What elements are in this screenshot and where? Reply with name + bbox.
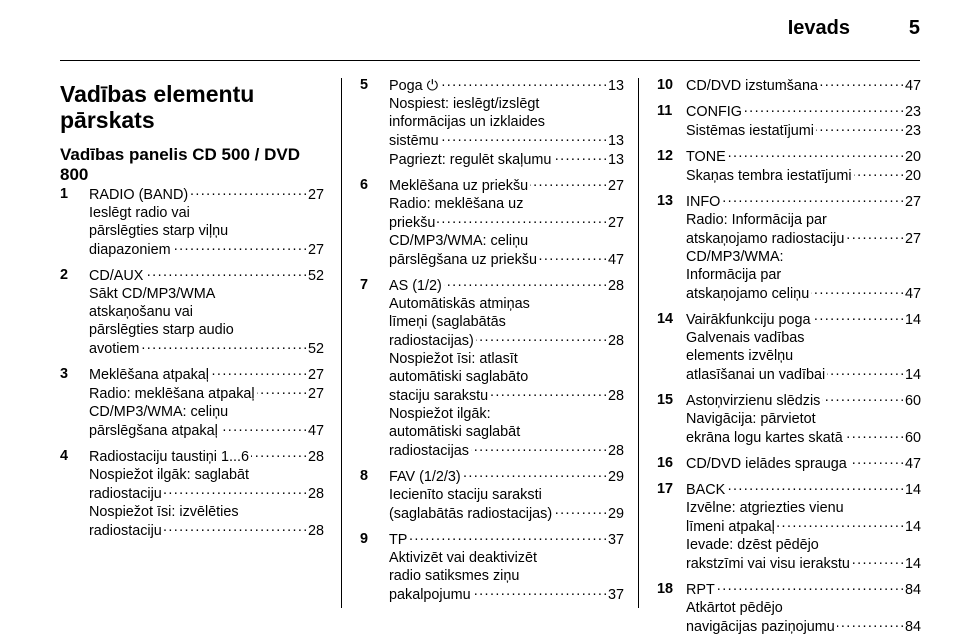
entry-text: pārslēgšana uz priekšu	[389, 252, 537, 268]
entry-text: Nospiežot ilgāk: saglabāt	[89, 467, 249, 483]
dot-leader	[444, 276, 606, 290]
entry-text: AS (1/2)	[389, 278, 442, 294]
dot-leader	[849, 454, 903, 468]
entry-text: priekšu	[389, 215, 436, 231]
page-reference[interactable]: 47	[607, 252, 624, 268]
page-reference[interactable]: 28	[607, 443, 624, 459]
dot-leader	[852, 554, 903, 568]
entry-line	[686, 454, 921, 473]
entry-text: automātiski saglabāto	[389, 369, 529, 385]
dot-leader	[777, 517, 903, 531]
entry-text: atlasīšanai un vadībai	[686, 367, 826, 383]
entry-text: Nospiežot ilgāk:	[389, 406, 491, 422]
dot-leader	[820, 76, 903, 90]
page-reference[interactable]: 27	[607, 178, 624, 194]
entry-line	[686, 391, 921, 410]
dot-leader	[251, 447, 306, 461]
entry-text: Vairākfunkciju poga	[686, 312, 811, 328]
dot-leader	[173, 240, 306, 254]
entry-text: Skaņas tembra iestatījumi	[686, 168, 852, 184]
dot-leader	[190, 185, 306, 199]
page-header	[0, 0, 960, 60]
entry-line	[686, 554, 921, 573]
index-entry	[360, 530, 624, 604]
entry-line	[89, 204, 324, 222]
entry-text: CONFIG	[686, 104, 742, 120]
entry-text: Sistēmas iestatījumi	[686, 123, 814, 139]
entry-line	[389, 232, 624, 250]
entry-line	[389, 504, 624, 523]
entry-lines	[686, 580, 921, 636]
entry-text: Informācija par	[686, 267, 782, 283]
entry-text: radiostacijas	[389, 443, 469, 459]
entry-line	[686, 310, 921, 329]
entry-line	[686, 499, 921, 517]
dot-leader	[220, 421, 306, 435]
entry-line	[89, 421, 324, 440]
dot-leader	[744, 102, 903, 116]
entry-line	[389, 467, 624, 486]
entry-text: RADIO (BAND)	[89, 187, 189, 203]
index-entry	[657, 147, 921, 185]
entry-line	[89, 484, 324, 503]
entry-line	[389, 313, 624, 331]
dot-leader	[530, 176, 606, 190]
page-reference[interactable]: 29	[607, 506, 624, 522]
entry-number: 9	[360, 531, 369, 547]
page-reference[interactable]: 14	[904, 312, 921, 328]
dot-leader	[145, 266, 306, 280]
entry-line	[389, 423, 624, 441]
entry-line	[686, 599, 921, 617]
entry-line	[89, 285, 324, 303]
dot-leader	[141, 339, 306, 353]
dot-leader	[728, 147, 903, 161]
entry-number: 5	[360, 77, 369, 93]
index-entry	[657, 454, 921, 473]
entry-text: Meklēšana uz priekšu	[389, 178, 529, 194]
entry-number: 3	[60, 366, 69, 382]
dot-leader	[837, 617, 903, 631]
entry-line	[389, 585, 624, 604]
entry-text: Nospiežot īsi: atlasīt	[389, 351, 518, 367]
entry-line	[686, 617, 921, 636]
entry-text: pārslēgšana atpakaļ	[89, 423, 218, 439]
entry-text: diapazoniem	[89, 242, 171, 258]
page-reference[interactable]: 27	[307, 367, 324, 383]
entry-lines	[686, 454, 921, 473]
dot-leader	[846, 229, 903, 243]
dot-leader	[722, 192, 903, 206]
entry-line	[389, 567, 624, 585]
page-reference[interactable]: 27	[904, 231, 921, 247]
entry-line	[89, 403, 324, 421]
index-entry	[657, 76, 921, 95]
page-reference[interactable]: 28	[607, 278, 624, 294]
dot-leader	[441, 131, 606, 145]
dot-leader	[811, 284, 903, 298]
dot-leader	[539, 250, 606, 264]
entry-lines	[389, 276, 624, 460]
entry-line	[389, 486, 624, 504]
entry-lines	[686, 391, 921, 447]
index-entry	[360, 176, 624, 269]
entry-text: Izvēlne: atgriezties vienu	[686, 500, 844, 516]
page-reference[interactable]: 28	[307, 523, 324, 539]
entry-lines	[686, 480, 921, 573]
entry-line	[389, 441, 624, 460]
entry-text: līmeni atpakaļ	[686, 519, 775, 535]
entry-line	[389, 213, 624, 232]
entry-line	[89, 384, 324, 403]
page-reference[interactable]: 47	[904, 78, 921, 94]
dot-leader	[854, 166, 903, 180]
entry-lines	[389, 530, 624, 604]
page-reference[interactable]: 29	[607, 469, 624, 485]
entry-number: 14	[657, 311, 674, 327]
entry-text: BACK	[686, 482, 726, 498]
entry-line	[686, 347, 921, 365]
entry-text: pakalpojumu	[389, 587, 471, 603]
entry-line	[389, 113, 624, 131]
entry-text: Iecienīto staciju saraksti	[389, 487, 542, 503]
dot-leader	[813, 310, 903, 324]
dot-leader	[845, 428, 903, 442]
entry-number: 1	[60, 186, 69, 202]
dot-leader	[727, 480, 903, 494]
entry-text: navigācijas paziņojumu	[686, 619, 835, 635]
entry-number: 18	[657, 581, 674, 597]
page-reference[interactable]: 13	[607, 133, 624, 149]
entry-text: TP	[389, 532, 408, 548]
entry-number: 6	[360, 177, 369, 193]
dot-leader	[717, 580, 903, 594]
entry-number: 8	[360, 468, 369, 484]
entry-text: Galvenais vadības	[686, 330, 805, 346]
dot-leader	[164, 484, 306, 498]
index-entry	[657, 192, 921, 303]
page-reference[interactable]: 28	[607, 333, 624, 349]
entry-number: 7	[360, 277, 369, 293]
dot-leader	[473, 585, 606, 599]
entry-line	[686, 229, 921, 248]
page-reference[interactable]: 14	[904, 519, 921, 535]
page-reference[interactable]: 27	[307, 242, 324, 258]
index-entry	[60, 185, 324, 259]
dot-leader	[816, 121, 903, 135]
page-reference[interactable]: 20	[904, 168, 921, 184]
page-reference[interactable]: 20	[904, 149, 921, 165]
entry-text: Radiostaciju taustiņi 1...6	[89, 449, 249, 465]
dot-leader	[257, 384, 306, 398]
page-number: 5	[908, 17, 920, 39]
index-entry	[657, 102, 921, 140]
entry-text: TONE	[686, 149, 726, 165]
index-entry	[60, 266, 324, 358]
header-title: Ievads	[787, 17, 850, 39]
page-reference[interactable]: 84	[904, 619, 921, 635]
entry-text: Radio: meklēšana uz	[389, 196, 524, 212]
entry-line	[686, 248, 921, 266]
entry-line	[686, 76, 921, 95]
entry-text: CD/AUX	[89, 268, 144, 284]
entry-text: Ieslēgt radio vai	[89, 205, 190, 221]
entry-text: Atkārtot pēdējo	[686, 600, 783, 616]
entry-line	[389, 250, 624, 269]
entry-line	[89, 339, 324, 358]
entry-line	[89, 365, 324, 384]
entry-text: ekrāna logu kartes skatā	[686, 430, 843, 446]
page-reference[interactable]: 60	[904, 430, 921, 446]
entry-line	[89, 185, 324, 204]
dot-leader	[490, 386, 606, 400]
dot-leader	[437, 213, 606, 227]
entry-line	[389, 549, 624, 567]
entry-line	[389, 350, 624, 368]
page-reference[interactable]: 47	[307, 423, 324, 439]
entry-lines	[686, 192, 921, 303]
entry-line	[89, 521, 324, 540]
dot-leader	[211, 365, 306, 379]
section-title: Vadības elementu pārskats	[60, 81, 255, 133]
dot-leader	[554, 504, 606, 518]
entry-text: Astoņvirzienu slēdzis	[686, 393, 821, 409]
entry-line	[89, 240, 324, 259]
page-reference[interactable]: 27	[904, 194, 921, 210]
entry-text: Pagriezt: regulēt skaļumu	[389, 152, 552, 168]
entry-lines	[89, 266, 324, 358]
entry-line	[389, 405, 624, 423]
entry-text: Radio: meklēšana atpakaļ	[89, 386, 255, 402]
entry-text: radiostacijas)	[389, 333, 474, 349]
entry-text: staciju sarakstu	[389, 388, 489, 404]
entry-line	[89, 447, 324, 466]
entry-number: 13	[657, 193, 674, 209]
entry-line	[686, 284, 921, 303]
entry-text: automātiski saglabāt	[389, 424, 521, 440]
entry-line	[686, 211, 921, 229]
entry-text: Meklēšana atpakaļ	[89, 367, 209, 383]
page-reference[interactable]: 14	[904, 367, 921, 383]
entry-line	[389, 150, 624, 169]
index-entry	[657, 310, 921, 384]
page-reference[interactable]: 84	[904, 582, 921, 598]
column-divider	[341, 78, 342, 608]
entry-number: 15	[657, 392, 674, 408]
entry-line	[389, 95, 624, 113]
entry-text: Poga ⏻	[389, 78, 438, 94]
entry-text: CD/DVD ielādes sprauga	[686, 456, 847, 472]
entry-lines	[89, 447, 324, 540]
dot-leader	[463, 467, 606, 481]
dot-leader	[471, 441, 606, 455]
entry-line	[686, 536, 921, 554]
entry-number: 11	[657, 103, 673, 119]
entry-line	[686, 166, 921, 185]
page-reference[interactable]: 14	[904, 556, 921, 572]
entry-line	[89, 503, 324, 521]
entry-text: Aktivizēt vai deaktivizēt	[389, 550, 537, 566]
entry-lines	[89, 185, 324, 259]
entry-line	[389, 76, 624, 95]
index-entry	[657, 580, 921, 636]
page-reference[interactable]: 23	[904, 123, 921, 139]
entry-line	[686, 192, 921, 211]
page-reference[interactable]: 52	[307, 341, 324, 357]
column-1	[60, 76, 324, 547]
page-reference[interactable]: 27	[607, 215, 624, 231]
page-reference[interactable]: 14	[904, 482, 921, 498]
entry-line	[686, 410, 921, 428]
dot-leader	[553, 150, 606, 164]
dot-leader	[409, 530, 606, 544]
index-entry	[360, 467, 624, 523]
entry-number: 16	[657, 455, 674, 471]
entry-text: sistēmu	[389, 133, 439, 149]
entry-text: avotiem	[89, 341, 140, 357]
entry-text: informācijas un izklaides	[389, 114, 545, 130]
entry-line	[686, 517, 921, 536]
page-reference[interactable]: 13	[607, 152, 624, 168]
entry-text: radiostaciju	[89, 523, 162, 539]
entry-text: CD/MP3/WMA:	[686, 249, 784, 265]
entry-lines	[389, 467, 624, 523]
entry-text: elements izvēlņu	[686, 348, 794, 364]
entry-line	[686, 480, 921, 499]
entry-text: atskaņojamo radiostaciju	[686, 231, 845, 247]
entry-line	[389, 295, 624, 313]
dot-leader	[440, 76, 606, 90]
entry-line	[389, 195, 624, 213]
entry-line	[389, 530, 624, 549]
entry-line	[686, 329, 921, 347]
page-reference[interactable]: 27	[307, 187, 324, 203]
dot-leader	[827, 365, 903, 379]
entry-text: pārslēgties starp audio	[89, 322, 234, 338]
entry-text: CD/DVD izstumšana	[686, 78, 818, 94]
dot-leader	[822, 391, 903, 405]
entry-line	[389, 331, 624, 350]
entry-text: Automātiskās atmiņas	[389, 296, 530, 312]
index-entry	[360, 76, 624, 169]
entry-line	[89, 321, 324, 339]
section-subtitle: Vadības panelis CD 500 / DVD 800	[60, 145, 300, 184]
entry-line	[389, 276, 624, 295]
index-entry	[360, 276, 624, 460]
entry-line	[89, 266, 324, 285]
entry-lines	[389, 176, 624, 269]
entry-lines	[686, 310, 921, 384]
entry-text: atskaņojamo celiņu	[686, 286, 810, 302]
entry-line	[89, 222, 324, 240]
entry-number: 10	[657, 77, 674, 93]
column-3	[657, 76, 921, 643]
entry-text: Radio: Informācija par	[686, 212, 827, 228]
entry-line	[686, 365, 921, 384]
header-rule	[60, 60, 920, 61]
entry-line	[89, 466, 324, 484]
index-entry	[657, 391, 921, 447]
entry-text: Sākt CD/MP3/WMA	[89, 286, 216, 302]
dot-leader	[476, 331, 606, 345]
entry-line	[686, 580, 921, 599]
column-2	[360, 76, 624, 611]
entry-text: rakstzīmi vai visu ierakstu	[686, 556, 850, 572]
dot-leader	[164, 521, 306, 535]
page-reference[interactable]: 28	[307, 486, 324, 502]
entry-lines	[686, 76, 921, 95]
entry-text: Nospiest: ieslēgt/izslēgt	[389, 96, 540, 112]
entry-line	[389, 386, 624, 405]
entry-lines	[389, 76, 624, 169]
entry-text: CD/MP3/WMA: celiņu	[89, 404, 229, 420]
entry-line	[686, 266, 921, 284]
page-reference[interactable]: 37	[607, 532, 624, 548]
page-reference[interactable]: 60	[904, 393, 921, 409]
page-reference[interactable]: 28	[607, 388, 624, 404]
entry-number: 12	[657, 148, 674, 164]
index-entry	[657, 480, 921, 573]
entry-text: radiostaciju	[89, 486, 162, 502]
entry-number: 2	[60, 267, 69, 283]
entry-line	[389, 368, 624, 386]
entry-number: 4	[60, 448, 69, 464]
page-reference[interactable]: 27	[307, 386, 324, 402]
entry-text: Ievade: dzēst pēdējo	[686, 537, 819, 553]
entry-text: Navigācija: pārvietot	[686, 411, 816, 427]
page-reference[interactable]: 23	[904, 104, 921, 120]
entry-text: FAV (1/2/3)	[389, 469, 461, 485]
entry-text: radio satiksmes ziņu	[389, 568, 520, 584]
entry-lines	[686, 102, 921, 140]
entry-text: INFO	[686, 194, 721, 210]
page-reference[interactable]: 28	[307, 449, 324, 465]
entry-text: līmeņi (saglabātās	[389, 314, 506, 330]
page-reference[interactable]: 47	[904, 286, 921, 302]
index-entry	[60, 365, 324, 440]
entry-line	[389, 176, 624, 195]
entry-text: (saglabātās radiostacijas)	[389, 506, 553, 522]
entry-text: pārslēgties starp viļņu	[89, 223, 229, 239]
entry-text: CD/MP3/WMA: celiņu	[389, 233, 529, 249]
entry-lines	[686, 147, 921, 185]
column-divider	[638, 78, 639, 608]
entry-lines	[89, 365, 324, 440]
entry-text: atskaņošanu vai	[89, 304, 194, 320]
page-reference[interactable]: 52	[307, 268, 324, 284]
entry-text: RPT	[686, 582, 715, 598]
entry-line	[89, 303, 324, 321]
page-reference[interactable]: 47	[904, 456, 921, 472]
entry-line	[686, 102, 921, 121]
page-reference[interactable]: 37	[607, 587, 624, 603]
entry-line	[686, 147, 921, 166]
entry-number: 17	[657, 481, 674, 497]
entry-line	[686, 121, 921, 140]
page-reference[interactable]: 13	[607, 78, 624, 94]
entry-line	[686, 428, 921, 447]
entry-line	[389, 131, 624, 150]
entry-text: Nospiežot īsi: izvēlēties	[89, 504, 239, 520]
index-entry	[60, 447, 324, 540]
